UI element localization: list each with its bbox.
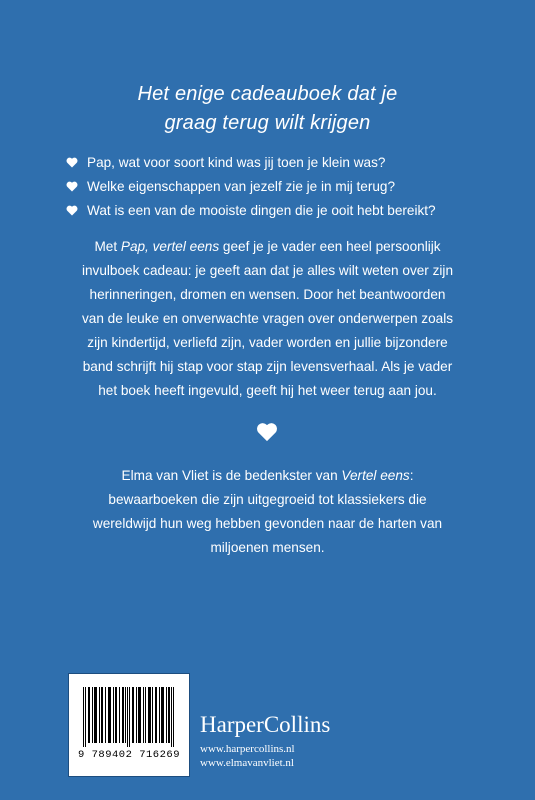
bio-line: miljoenen mensen. <box>210 540 325 555</box>
description-line: zijn kindertijd, verliefd zijn, vader worden en jullie bijzondere <box>87 335 448 350</box>
description-line: band schrijft hij stap voor stap zijn levensverhaal. Als je vader <box>82 359 453 374</box>
book-title: Pap, vertel eens <box>120 239 220 254</box>
description-line: het boek heeft ingevuld, geeft hij het weer terug aan jou. <box>98 383 437 398</box>
heart-icon <box>66 205 78 216</box>
publisher-url[interactable]: www.harpercollins.nl <box>200 743 295 755</box>
text-span: Met <box>94 239 121 254</box>
question-list <box>66 150 486 222</box>
bio-line <box>40 464 495 488</box>
text-span: : <box>409 468 414 483</box>
isbn-number: 9 789402 716269 <box>77 749 180 761</box>
description-line <box>40 235 495 259</box>
description-line: herinneringen, dromen en wensen. Door het beantwoorden <box>89 287 446 302</box>
tagline-line-1: Het enige cadeauboek dat je <box>137 83 398 105</box>
question-item <box>66 174 486 198</box>
question-text: Pap, wat voor soort kind was jij toen je klein was? <box>87 154 386 170</box>
question-item <box>66 150 486 174</box>
bio-line: wereldwijd hun weg hebben gevonden naar de harten van <box>92 516 443 531</box>
author-bio <box>40 464 495 560</box>
heart-icon <box>66 157 78 168</box>
text-span: Elma van Vliet is de bedenkster van <box>121 468 342 483</box>
text-span: geef je je vader een heel persoonlijk <box>219 239 441 254</box>
question-text: Welke eigenschappen van jezelf zie je in mij terug? <box>87 178 396 194</box>
description-line: van de leuke en onverwachte vragen over onderwerpen zoals <box>81 311 454 326</box>
heart-icon <box>66 181 78 192</box>
tagline-line-2: graag terug wilt krijgen <box>164 112 371 134</box>
question-item <box>66 198 486 222</box>
cover-tagline <box>0 80 535 138</box>
author-url[interactable]: www.elmavanvliet.nl <box>200 757 294 769</box>
publisher-logo: HarperCollins <box>200 712 331 737</box>
question-text: Wat is een van de mooiste dingen die je ooit hebt bereikt? <box>87 202 436 218</box>
barcode <box>68 673 190 777</box>
barcode-bars <box>83 687 175 747</box>
book-description <box>40 235 495 403</box>
heart-icon <box>256 422 278 442</box>
bio-line: bewaarboeken die zijn uitgegroeid tot klassiekers die <box>108 492 427 507</box>
series-title: Vertel eens <box>341 468 410 483</box>
description-line: invulboek cadeau: je geeft aan dat je alles wilt weten over zijn <box>81 263 454 278</box>
